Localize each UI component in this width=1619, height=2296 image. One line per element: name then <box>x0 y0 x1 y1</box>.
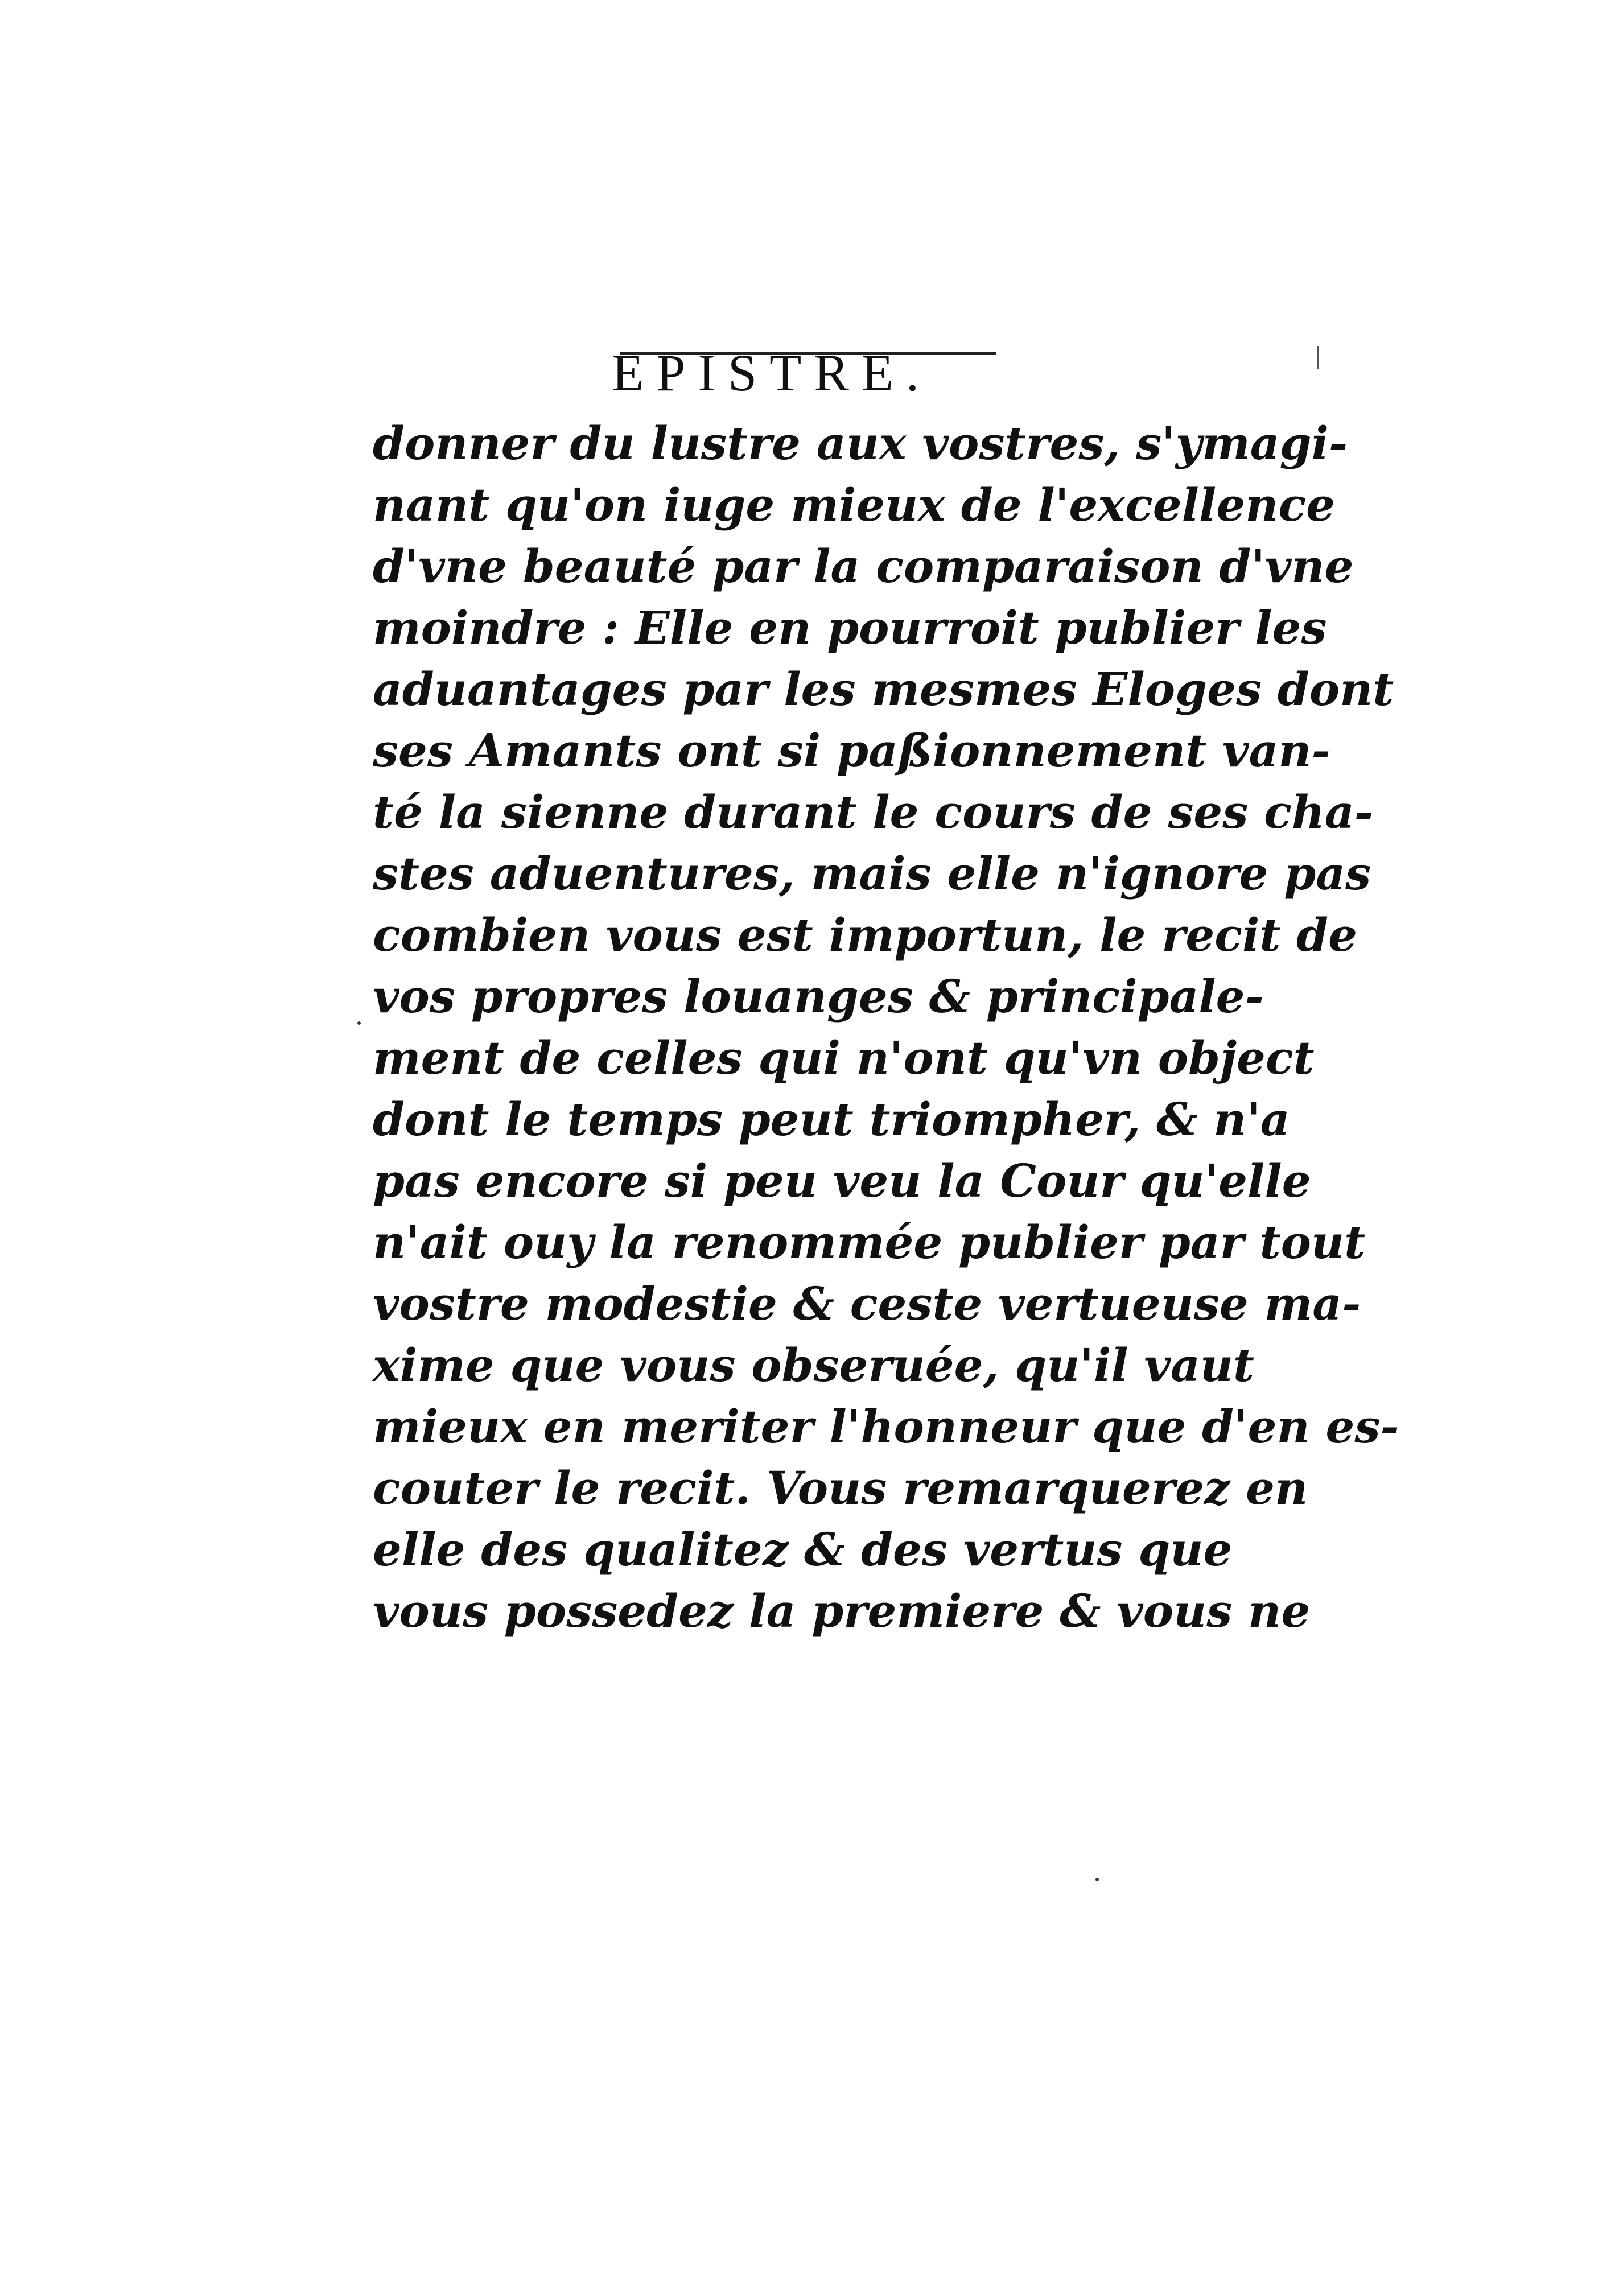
margin-mark <box>1317 346 1319 369</box>
text-line: couter le recit. Vous remarquerez en <box>373 1461 1308 1515</box>
text-line: ment de celles qui n'ont qu'vn object <box>373 1031 1315 1085</box>
text-line: pas encore si peu veu la Cour qu'elle <box>373 1154 1311 1207</box>
stray-mark <box>357 1021 361 1025</box>
text-line: moindre : Elle en pourroit publier les <box>373 601 1327 654</box>
text-line: té la sienne durant le cours de ses cha- <box>373 785 1374 839</box>
stray-mark <box>1095 1878 1099 1881</box>
text-line: nant qu'on iuge mieux de l'excellence <box>373 478 1336 531</box>
text-line: elle des qualitez & des vertus que <box>373 1523 1233 1576</box>
text-line: vous possedez la premiere & vous ne <box>373 1584 1311 1638</box>
text-line: d'vne beauté par la comparaison d'vne <box>373 539 1354 593</box>
text-line: n'ait ouy la renommée publier par tout <box>373 1215 1366 1269</box>
text-line: vos propres louanges & principale- <box>373 970 1264 1023</box>
text-line: combien vous est importun, le recit de <box>373 908 1357 962</box>
text-line: stes aduentures, mais elle n'ignore pas <box>373 847 1371 900</box>
text-line: donner du lustre aux vostres, s'ymagi- <box>373 417 1348 470</box>
text-line: aduantages par les mesmes Eloges dont <box>373 662 1394 716</box>
text-line: xime que vous obseruée, qu'il vaut <box>373 1338 1254 1392</box>
text-line: vostre modestie & ceste vertueuse ma- <box>373 1277 1361 1330</box>
text-line: mieux en meriter l'honneur que d'en es- <box>373 1400 1399 1453</box>
text-line: dont le temps peut triompher, & n'a <box>373 1093 1290 1146</box>
running-head: EPISTRE. <box>612 344 932 402</box>
body-text <box>373 413 1399 1807</box>
text-line: ses Amants ont si paßionnement van- <box>373 724 1330 777</box>
